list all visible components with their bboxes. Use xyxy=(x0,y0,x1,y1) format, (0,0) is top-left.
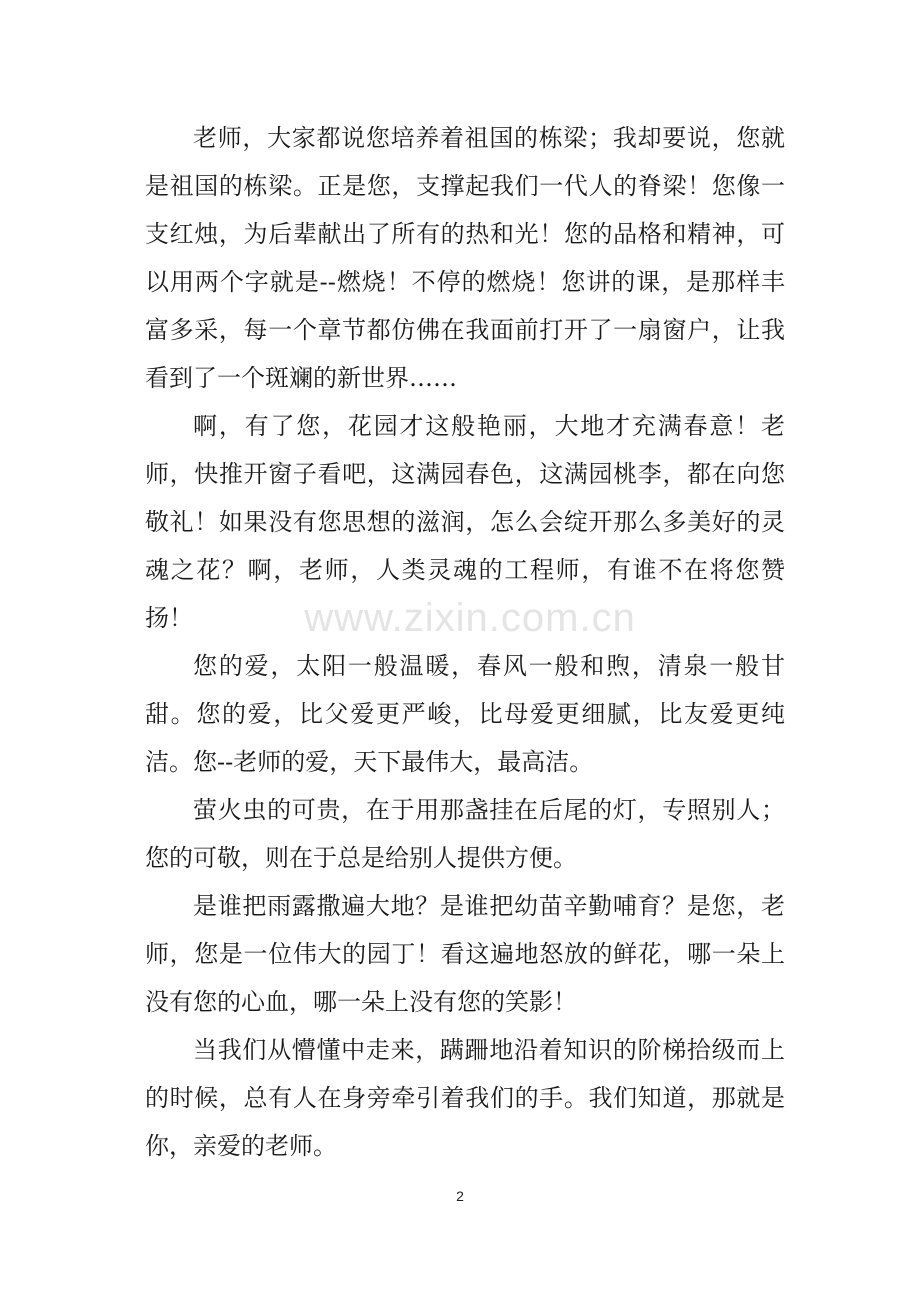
paragraph-6: 当我们从懵懂中走来，蹒跚地沿着知识的阶梯拾级而上的时候，总有人在身旁牵引着我们的手。我们知道，那就是你，亲爱的老师。 xyxy=(145,1036,785,1160)
paragraph-4: 萤火虫的可贵，在于用那盏挂在后尾的灯，专照别人；您的可敬，则在于总是给别人提供方便。 xyxy=(145,796,785,872)
document-body xyxy=(145,114,785,1170)
paragraph-1: 老师，大家都说您培养着祖国的栋梁；我却要说，您就是祖国的栋梁。正是您，支撑起我们一代人的脊梁！您像一支红烛，为后辈献出了所有的热和光！您的品格和精神，可以用两个字就是--燃烧！不停的燃烧！您讲的课，是那样丰富多采，每一个章节都仿佛在我面前打开了一扇窗户，让我看到了一个斑斓的新世界…… xyxy=(145,124,785,392)
paragraph-3: 您的爱，太阳一般温暖，春风一般和煦，清泉一般甘甜。您的爱，比父爱更严峻，比母爱更细腻，比友爱更纯洁。您--老师的爱，天下最伟大，最高洁。 xyxy=(145,652,785,776)
paragraph-2: 啊，有了您，花园才这般艳丽，大地才充满春意！老师，快推开窗子看吧，这满园春色，这满园桃李，都在向您敬礼！如果没有您思想的滋润，怎么会绽开那么多美好的灵魂之花？啊，老师，人类灵魂的工程师，有谁不在将您赞扬！ xyxy=(145,412,785,632)
page-number: 2 xyxy=(456,1188,464,1204)
paragraph-5: 是谁把雨露撒遍大地？是谁把幼苗辛勤哺育？是您，老师，您是一位伟大的园丁！看这遍地怒放的鲜花，哪一朵上没有您的心血，哪一朵上没有您的笑影！ xyxy=(145,892,785,1016)
watermark: www.zixin.com.cn xyxy=(304,596,636,640)
